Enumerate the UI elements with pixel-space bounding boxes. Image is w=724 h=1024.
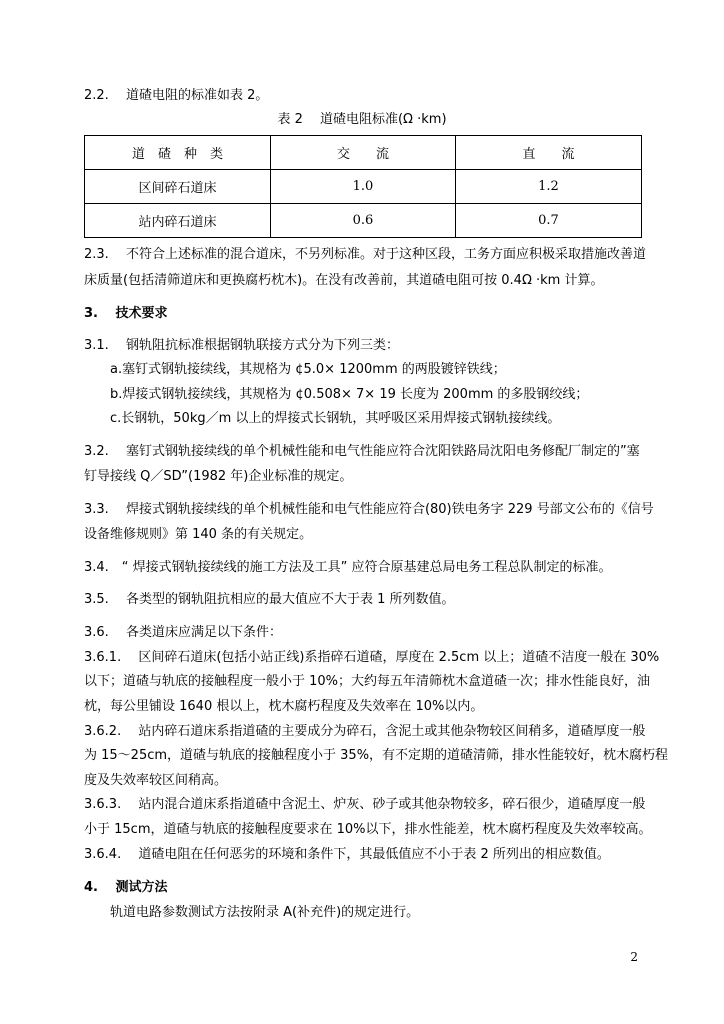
table2: [84, 135, 642, 238]
section-3-heading: 3. 技术要求: [84, 306, 168, 321]
row-ac-value: 1.0: [271, 170, 456, 204]
row-dc-value: 0.7: [456, 204, 642, 238]
para-3-4: 3.4. “ 焊接式钢轨接续线的施工方法及工具” 应符合原基建总局电务工程总队制定的标准。: [84, 560, 612, 575]
para-3-6-2-cont2: 度及失效率较区间稍高。: [84, 773, 228, 788]
item-a: a.塞钉式钢轨接续线，其规格为 ¢5.0× 1200mm 的两股镀锌铁线；: [110, 362, 506, 377]
para-3-6-4: 3.6.4. 道碴电阻在任何恶劣的环境和条件下，其最低值应不小于表 2 所列出的相应数值。: [84, 847, 610, 862]
header-ac: 交 流: [271, 136, 456, 170]
para-3-6-3: 3.6.3. 站内混合道床系指道碴中含泥土、炉灰、砂子或其他杂物较多，碎石很少，道碴厚度一般: [84, 797, 646, 812]
para-3-6-2: 3.6.2. 站内碎石道床系指道碴的主要成分为碎石，含泥土或其他杂物较区间稍多，道碴厚度一般: [84, 724, 646, 739]
para-3-2: 3.2. 塞钉式钢轨接续线的单个机械性能和电气性能应符合沈阳铁路局沈阳电务修配厂制定的”塞: [84, 444, 640, 459]
para-2-2: 2.2. 道碴电阻的标准如表 2。: [84, 88, 269, 103]
section-4-heading: 4. 测试方法: [84, 880, 168, 895]
para-3-6-3-cont: 小于 15cm，道碴与轨底的接触程度要求在 10%以下，排水性能差，枕木腐朽程度及失效率较高。: [84, 822, 652, 837]
table2-caption: 表 2 道碴电阻标准(Ω ·km): [277, 112, 447, 127]
para-4: 轨道电路参数测试方法按附录 A(补充件)的规定进行。: [110, 905, 420, 920]
item-b: b.焊接式钢轨接续线，其规格为 ¢0.508× 7× 19 长度为 200mm 的多股钢绞线；: [110, 387, 589, 402]
table-row: [85, 204, 642, 238]
para-3-3: 3.3. 焊接式钢轨接续线的单个机械性能和电气性能应符合(80)铁电务字 229 号部文公布的《信号: [84, 502, 654, 517]
para-3-6-2-cont1: 为 15～25cm，道碴与轨底的接触程度小于 35%，有不定期的道碴清筛，排水性能较好，枕木腐朽程: [84, 748, 669, 763]
row-dc-value: 1.2: [456, 170, 642, 204]
header-ballast-type: 道 碴 种 类: [85, 136, 271, 170]
para-3-6: 3.6. 各类道床应满足以下条件：: [84, 625, 282, 640]
para-3-3-cont: 设备维修规则》第 140 条的有关规定。: [84, 527, 313, 542]
para-3-6-1-cont2: 枕，每公里铺设 1640 根以上，枕木腐朽程度及失效率在 10%以内。: [84, 699, 484, 714]
row-label: 站内碎石道床: [85, 204, 271, 238]
para-2-3-cont: 床质量(包括清筛道床和更换腐朽枕木)。在没有改善前，其道碴电阻可按 0.4Ω ·km 计算。: [84, 273, 604, 288]
row-ac-value: 0.6: [271, 204, 456, 238]
para-3-2-cont: 钉导接线 Q／SD”(1982 年)企业标准的规定。: [84, 469, 353, 484]
row-label: 区间碎石道床: [85, 170, 271, 204]
header-dc: 直 流: [456, 136, 642, 170]
table-header-row: [85, 136, 642, 170]
para-3-6-1: 3.6.1. 区间碎石道床(包括小站正线)系指碎石道碴，厚度在 2.5cm 以上；道碴不洁度一般在 30%: [84, 650, 660, 665]
table-row: [85, 170, 642, 204]
para-3-6-1-cont1: 以下；道碴与轨底的接触程度一般小于 10%；大约每五年清筛枕木盒道碴一次；排水性能良好，油: [84, 674, 651, 689]
page-number: 2: [630, 950, 638, 964]
para-2-3: 2.3. 不符合上述标准的混合道床，不另列标准。对于这种区段，工务方面应积极采取措施改善道: [84, 247, 646, 262]
para-3-5: 3.5. 各类型的钢轨阻抗相应的最大值应不大于表 1 所列数值。: [84, 592, 455, 607]
item-c: c.长钢轨，50kg／m 以上的焊接式长钢轨，其呼吸区采用焊接式钢轨接续线。: [110, 411, 561, 426]
para-3-1: 3.1. 钢轨阻抗标准根据钢轨联接方式分为下列三类：: [84, 338, 399, 353]
